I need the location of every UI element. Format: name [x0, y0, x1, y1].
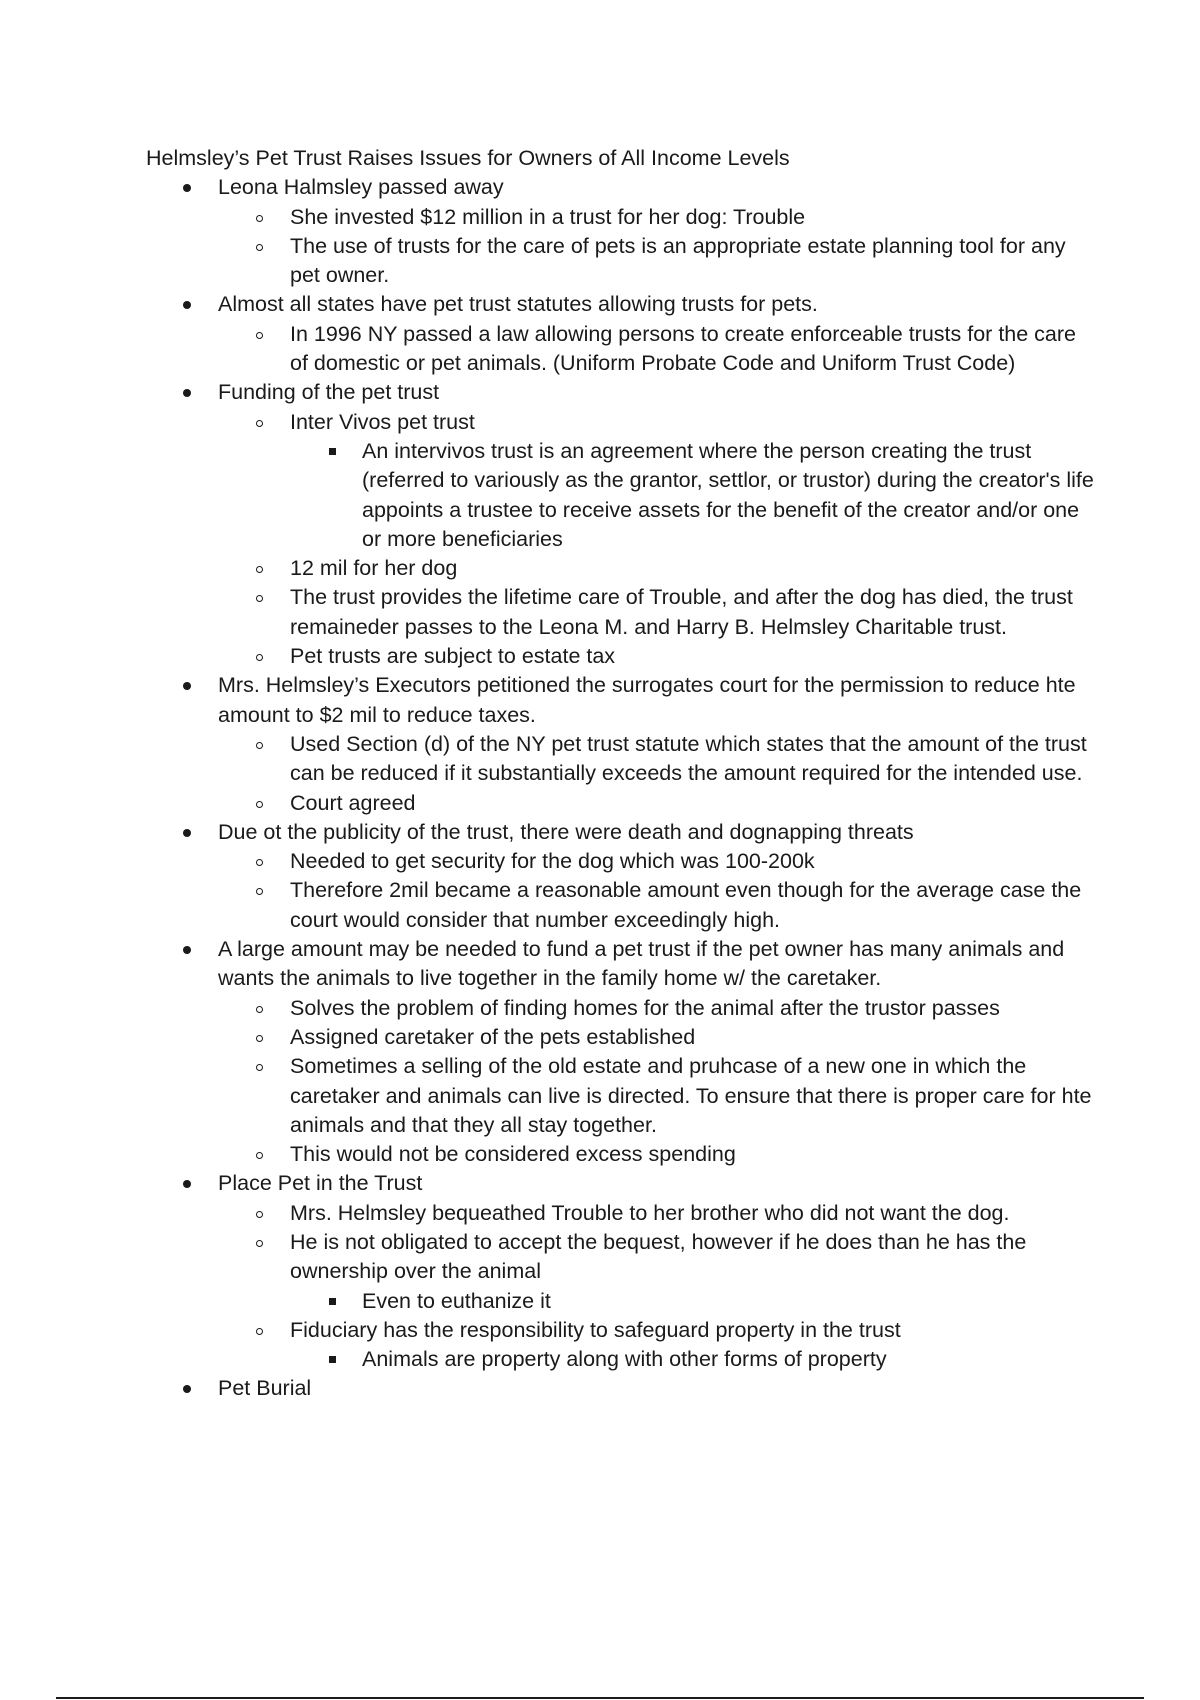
list-item-text: The trust provides the lifetime care of Trouble, and after the dog has died, the trust remaineder passes to the Leona M. and Harry B. Helmsley Charitable trust. — [290, 585, 1073, 639]
list-item-text: Pet Burial — [218, 1376, 312, 1401]
list-item-text: He is not obligated to accept the bequest, however if he does than he has the ownership over the animal — [290, 1229, 1027, 1284]
nested-list — [218, 847, 1096, 935]
list-item-text: Solves the problem of finding homes for the animal after the trustor passes — [290, 995, 1000, 1020]
filled-circle-bullet-icon — [183, 301, 191, 309]
hollow-circle-bullet-icon — [256, 888, 263, 895]
list-item-text: Assigned caretaker of the pets established — [290, 1024, 696, 1049]
outline-subitem — [218, 320, 1096, 379]
outline-subitem — [218, 1023, 1096, 1052]
outline-section — [146, 290, 1096, 378]
hollow-circle-bullet-icon — [256, 1152, 263, 1159]
hollow-circle-bullet-icon — [256, 859, 263, 866]
outline-subitem — [218, 408, 1096, 554]
list-item-text: In 1996 NY passed a law allowing persons to create enforceable trusts for the care of domestic or pet animals. (Uniform Probate Code and Uniform Trust Code) — [290, 321, 1076, 376]
filled-circle-bullet-icon — [183, 1180, 191, 1188]
list-item-text: Therefore 2mil became a reasonable amount even though for the average case the court would consider that number exceedingly high. — [290, 878, 1082, 932]
list-item-text: Fiduciary has the responsibility to safeguard property in the trust — [290, 1317, 901, 1342]
outline-subitem — [218, 1199, 1096, 1228]
outline-subitem — [218, 730, 1096, 789]
outline-subitem — [218, 847, 1096, 876]
document-title: Helmsley’s Pet Trust Raises Issues for Owners of All Income Levels — [146, 146, 790, 170]
hollow-circle-bullet-icon — [256, 1240, 263, 1247]
outline-section — [146, 671, 1096, 817]
hollow-circle-bullet-icon — [256, 215, 263, 222]
hollow-circle-bullet-icon — [256, 1006, 263, 1013]
filled-circle-bullet-icon — [183, 1385, 191, 1393]
list-item-text: The use of trusts for the care of pets is an appropriate estate planning tool for any pet owner. — [290, 233, 1066, 288]
square-bullet-icon — [329, 448, 336, 455]
hollow-circle-bullet-icon — [256, 332, 263, 339]
list-item-text: Pet trusts are subject to estate tax — [290, 644, 616, 669]
list-item-text: Sometimes a selling of the old estate and pruhcase of a new one in which the caretaker and animals can live is directed. To ensure that there is proper care for hte animals and that they all stay together. — [290, 1054, 1092, 1137]
list-item-text: Almost all states have pet trust statutes allowing trusts for pets. — [218, 292, 818, 317]
nested-list — [218, 203, 1096, 291]
list-item-text: Court agreed — [290, 790, 416, 815]
outline-subitem — [218, 994, 1096, 1023]
outline-subitem — [218, 232, 1096, 291]
hollow-circle-bullet-icon — [256, 420, 263, 427]
list-item-text: She invested $12 million in a trust for her dog: Trouble — [290, 204, 806, 229]
filled-circle-bullet-icon — [183, 946, 191, 954]
outline-subsubitem — [290, 1345, 1096, 1374]
outline-subitem — [218, 789, 1096, 818]
hollow-circle-bullet-icon — [256, 654, 263, 661]
list-item-text: Funding of the pet trust — [218, 380, 440, 405]
nested-list — [218, 320, 1096, 379]
outline-subsubitem — [290, 1287, 1096, 1316]
document-page — [146, 144, 1096, 1404]
nested-list — [218, 730, 1096, 818]
filled-circle-bullet-icon — [183, 829, 191, 837]
outline-subsubitem — [290, 437, 1096, 554]
hollow-circle-bullet-icon — [256, 1035, 263, 1042]
list-item-text: A large amount may be needed to fund a pet trust if the pet owner has many animals and wants the animals to live together in the family home w/ the caretaker. — [218, 937, 1065, 991]
square-bullet-icon — [329, 1356, 336, 1363]
list-item-text: This would not be considered excess spending — [290, 1142, 736, 1167]
outline-subitem — [218, 1316, 1096, 1375]
outline-section — [146, 818, 1096, 935]
outline-section — [146, 935, 1096, 1169]
list-item-text: Inter Vivos pet trust — [290, 409, 475, 434]
list-item-text: Mrs. Helmsley’s Executors petitioned the surrogates court for the permission to reduce hte amount to $2 mil to reduce taxes. — [218, 673, 1076, 727]
hollow-circle-bullet-icon — [256, 742, 263, 749]
hollow-circle-bullet-icon — [256, 244, 263, 251]
outline-subitem — [218, 1140, 1096, 1169]
hollow-circle-bullet-icon — [256, 801, 263, 808]
nested-list — [290, 1345, 1096, 1374]
outline-subitem — [218, 1228, 1096, 1316]
filled-circle-bullet-icon — [183, 682, 191, 690]
outline-subitem — [218, 876, 1096, 935]
filled-circle-bullet-icon — [183, 184, 191, 192]
hollow-circle-bullet-icon — [256, 1064, 263, 1071]
outline-list — [146, 173, 1096, 1403]
nested-list — [218, 994, 1096, 1170]
list-item-text: An intervivos trust is an agreement where the person creating the trust (referred to variously as the grantor, settlor, or trustor) during the creator's life appoints a trustee to receive assets for the benefit of the creator and/or one or more beneficiaries — [362, 438, 1094, 551]
footer-divider — [56, 1697, 1144, 1699]
nested-list — [218, 1199, 1096, 1375]
list-item-text: Needed to get security for the dog which was 100-200k — [290, 849, 815, 874]
square-bullet-icon — [329, 1298, 336, 1305]
list-item-text: Due ot the publicity of the trust, there were death and dognapping threats — [218, 819, 914, 844]
list-item-text: Mrs. Helmsley bequeathed Trouble to her brother who did not want the dog. — [290, 1200, 1010, 1225]
list-item-text: 12 mil for her dog — [290, 556, 458, 581]
outline-section — [146, 1374, 1096, 1403]
outline-subitem — [218, 583, 1096, 642]
list-item-text: Animals are property along with other forms of property — [362, 1347, 887, 1372]
hollow-circle-bullet-icon — [256, 1211, 263, 1218]
outline-section — [146, 173, 1096, 290]
hollow-circle-bullet-icon — [256, 595, 263, 602]
nested-list — [290, 1287, 1096, 1316]
hollow-circle-bullet-icon — [256, 566, 263, 573]
nested-list — [218, 408, 1096, 672]
filled-circle-bullet-icon — [183, 389, 191, 397]
list-item-text: Used Section (d) of the NY pet trust statute which states that the amount of the trust can be reduced if it substantially exceeds the amount required for the intended use. — [290, 731, 1087, 786]
outline-section — [146, 378, 1096, 671]
hollow-circle-bullet-icon — [256, 1328, 263, 1335]
outline-subitem — [218, 642, 1096, 671]
list-item-text: Even to euthanize it — [362, 1288, 551, 1313]
outline-subitem — [218, 1052, 1096, 1140]
outline-subitem — [218, 554, 1096, 583]
nested-list — [290, 437, 1096, 554]
outline-section — [146, 1169, 1096, 1374]
list-item-text: Leona Halmsley passed away — [218, 175, 504, 200]
outline-subitem — [218, 203, 1096, 232]
list-item-text: Place Pet in the Trust — [218, 1171, 423, 1196]
